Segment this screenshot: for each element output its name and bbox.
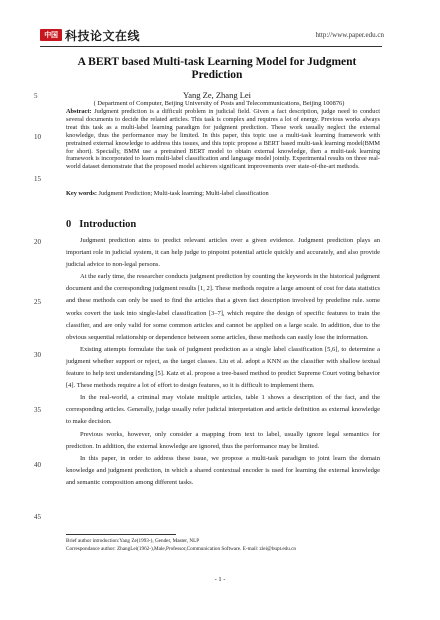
paper-title: A BERT based Multi-task Learning Model for Judgment Prediction xyxy=(77,56,357,81)
section-title: Introduction xyxy=(79,219,137,230)
keywords-text: Judgment Prediction; Multi-task learning; Multi-label classification xyxy=(96,190,269,197)
line-number: 10 xyxy=(34,133,41,141)
line-number: 45 xyxy=(34,513,41,521)
paragraph: At the early time, the researcher conducts judgment prediction by counting the keywords in the historical judgment document and the corresponding judgment results [1, 2]. These methods require a large amount of cost for data statistics and these methods can only be used to find the articles that a given fact description involved by predefine rule. some works covert the task into single-label classification [3–7], which require the design of specific features to train the classifier, and are only valid for some common articles and cannot be applied on a large scale. In addition, due to the obvious sequential relationship or dependence between some articles, these methods can easily lose the information. xyxy=(66,273,380,341)
paragraph: In this paper, in order to address these issue, we propose a multi-task paradigm to joint learn the domain knowledge and judgment prediction, in which a shared contextual encoder is used for learning the external knowledge and semantic composition among different tasks. xyxy=(66,454,380,486)
logo-mark xyxy=(40,29,62,41)
line-number: 35 xyxy=(34,406,41,414)
page-number: - 1 - xyxy=(214,576,226,583)
paragraph: Judgment prediction aims to predict relevant articles over a given evidence. Judgment prediction plays an important role in judicial system, it can help judge to pinpoint potential article quickly and accurately, and also provide judicial advice to non-legal persons. xyxy=(66,237,380,269)
logo-text: 科技论文在线 xyxy=(65,28,141,43)
footnote-author: Brief author introduction:Yang Ze(1993-), Gender, Master, NLP xyxy=(66,538,200,544)
site-url[interactable]: http://www.paper.edu.cn xyxy=(315,31,384,39)
paragraph: In the real-world, a criminal may violate multiple articles, table 1 shows a description of the fact, and the corresponding articles. Generally, judge usually refer judicial interpretation and article definition as external knowledge to make decision. xyxy=(66,394,380,426)
abstract-label: Abstract: xyxy=(66,108,92,115)
paragraph: Previous works, however, only consider a mapping from text to label, usually ignore legal semantics for prediction. In addition, the external knowledge are ignored, thus the performance may be limited. xyxy=(66,430,380,450)
paragraph: Existing attempts formulate the task of judgment prediction as a single label classification [5,6], to determine a judgment whether support or reject, as the target classes. Liu et al. adopt a KNN as the classifier with shallow textual feature to help text understanding [5]. Katz et al. propose a tree-based method to predict Supreme Court voting behavior [4]. These methods require a lot of effort to design features, so it is difficult to implement them. xyxy=(66,345,380,390)
paper-authors: Yang Ze, Zhang Lei xyxy=(182,90,252,100)
line-number: 20 xyxy=(34,238,41,246)
abstract-text: Judgment prediction is a difficult problem in judicial field. Given a fact description, judge need to conduct several documents to decide the related articles. This task is complex and requires a lot of energy. Previous works always treat this task as a multi-label learning paradigm for judgment prediction. These work usually neglect the external knowledge, thus the performance may be limited. In this paper, this topic use a multi-task learning framework with pretrained external knowledge to address this issues, and this topic propose a BERT based multi-task learning model(BMM for short). Specially, BMM use a pretrained BERT model to obtain external knowledge, then a multi-task learning framework is incorporated to learn multi-label classification and language model jointly. Experimental results on three real-world dataset demonstrate that the proposed model achieves significant improvements over state-of-the-art methods. xyxy=(66,108,380,171)
footnote-correspondence: Correspondance author: ZhangLei(1962-),Male,Professor,Communication Software. E-mail: zlei@bupt.edu.cn xyxy=(66,546,297,552)
paper-affiliation: ( Department of Computer, Beijing University of Posts and Telecommunications, Beijing 100876) xyxy=(93,100,345,107)
keywords xyxy=(66,190,380,197)
footnote-divider xyxy=(66,534,176,535)
logo-mark-text: 中国 xyxy=(44,32,58,39)
site-logo xyxy=(40,28,140,42)
line-number: 25 xyxy=(34,298,41,306)
abstract xyxy=(66,108,380,171)
body-text xyxy=(66,235,380,489)
section-heading xyxy=(66,219,136,230)
line-number: 5 xyxy=(34,92,38,100)
header-divider xyxy=(40,46,382,47)
line-number: 40 xyxy=(34,461,41,469)
section-number: 0 xyxy=(66,219,72,230)
keywords-label: Key words: xyxy=(66,190,97,197)
line-number: 15 xyxy=(34,175,41,183)
line-number: 30 xyxy=(34,351,41,359)
